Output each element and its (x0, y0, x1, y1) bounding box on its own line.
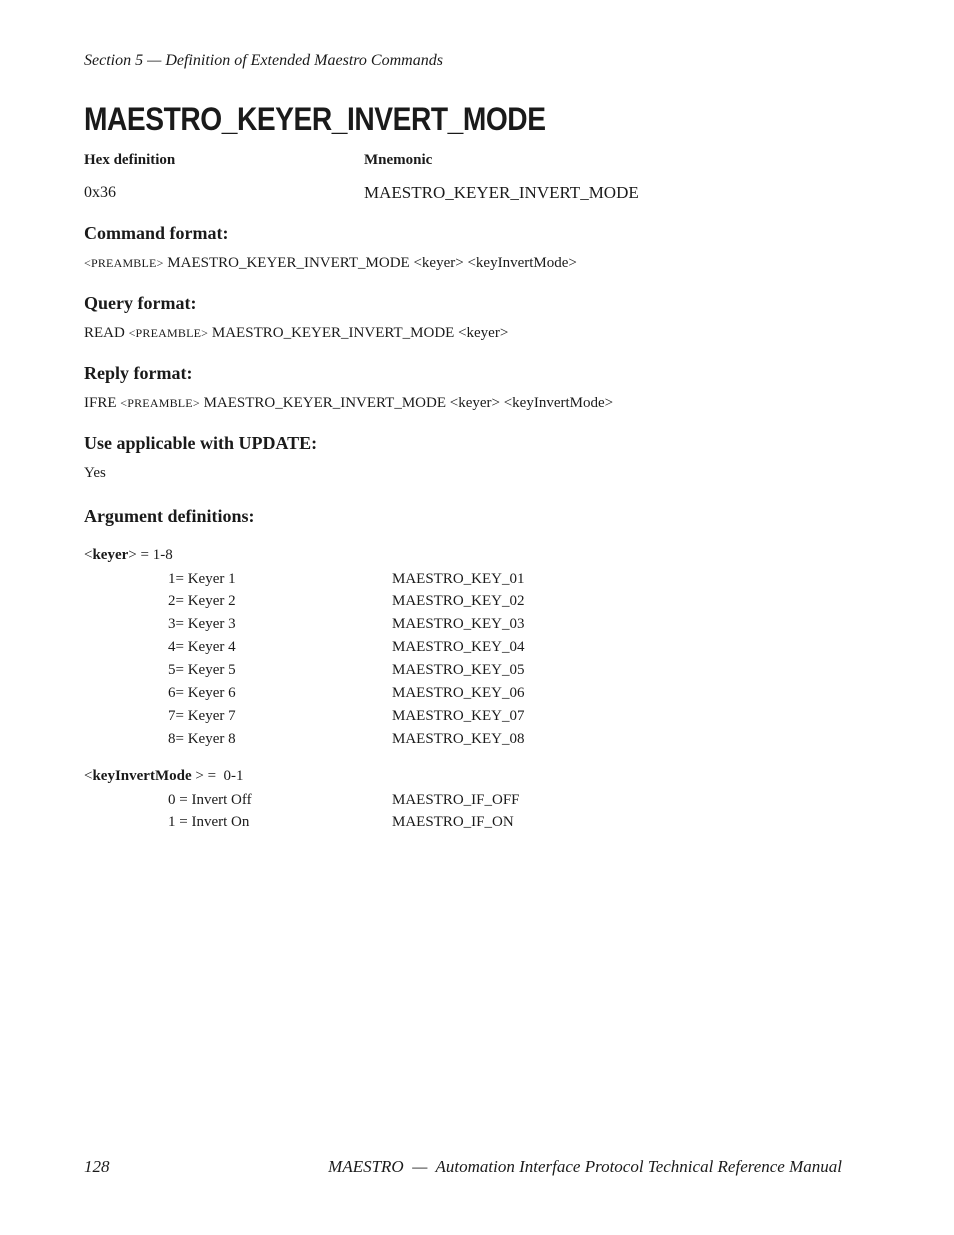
keyer-item-value: MAESTRO_KEY_01 (392, 571, 525, 587)
preamble-token: <PREAMBLE> (120, 396, 200, 410)
query-format-line (84, 325, 508, 342)
page-title: MAESTRO_KEYER_INVERT_MODE (84, 101, 546, 137)
query-prefix: READ (84, 325, 129, 341)
keyer-item-value: MAESTRO_KEY_07 (392, 708, 525, 724)
query-format-text: MAESTRO_KEYER_INVERT_MODE <keyer> (208, 325, 509, 341)
keyer-item-label: 2= Keyer 2 (168, 593, 236, 609)
hex-definition-label: Hex definition (84, 152, 176, 168)
angle-open: < (84, 768, 93, 784)
query-format-heading: Query format: (84, 293, 197, 313)
reply-prefix: IFRE (84, 395, 121, 411)
keyer-item-value: MAESTRO_KEY_04 (392, 639, 525, 655)
key-invert-mode-argument-range: > = 0-1 (191, 768, 244, 784)
hex-value: 0x36 (84, 184, 116, 201)
keyer-item-label: 7= Keyer 7 (168, 708, 236, 724)
invert-mode-item-label: 0 = Invert Off (168, 792, 252, 808)
mnemonic-value: MAESTRO_KEYER_INVERT_MODE (364, 183, 639, 202)
keyer-item-label: 4= Keyer 4 (168, 639, 236, 655)
key-invert-mode-argument-name: keyInvertMode (92, 768, 192, 784)
key-invert-mode-argument-header (84, 768, 244, 785)
reply-format-heading: Reply format: (84, 363, 193, 383)
keyer-item-label: 5= Keyer 5 (168, 662, 236, 678)
command-format-text: MAESTRO_KEYER_INVERT_MODE <keyer> <keyInvertMode> (163, 255, 577, 271)
invert-mode-item-label: 1 = Invert On (168, 814, 250, 830)
update-value: Yes (84, 465, 106, 481)
keyer-item-value: MAESTRO_KEY_05 (392, 662, 525, 678)
keyer-item-label: 8= Keyer 8 (168, 731, 236, 747)
argument-definitions-heading: Argument definitions: (84, 506, 255, 526)
angle-open: < (84, 547, 93, 563)
keyer-item-label: 6= Keyer 6 (168, 685, 236, 701)
reply-format-text: MAESTRO_KEYER_INVERT_MODE <keyer> <keyInvertMode> (199, 395, 614, 411)
keyer-item-label: 3= Keyer 3 (168, 616, 236, 632)
preamble-token: <PREAMBLE> (84, 256, 164, 270)
running-header: Section 5 — Definition of Extended Maestro Commands (84, 52, 443, 69)
command-format-heading: Command format: (84, 223, 229, 243)
keyer-argument-name: keyer (92, 547, 129, 563)
manual-title-footer: MAESTRO — Automation Interface Protocol Technical Reference Manual (328, 1157, 842, 1176)
mnemonic-label: Mnemonic (364, 152, 433, 168)
keyer-item-value: MAESTRO_KEY_06 (392, 685, 525, 701)
keyer-item-value: MAESTRO_KEY_02 (392, 593, 525, 609)
keyer-item-value: MAESTRO_KEY_08 (392, 731, 525, 747)
keyer-argument-range: > = 1-8 (128, 547, 173, 563)
update-heading: Use applicable with UPDATE: (84, 433, 318, 453)
keyer-item-label: 1= Keyer 1 (168, 571, 236, 587)
command-format-line (84, 255, 577, 272)
keyer-argument-header (84, 547, 173, 564)
preamble-token: <PREAMBLE> (128, 326, 209, 340)
reply-format-line (84, 395, 613, 412)
invert-mode-item-value: MAESTRO_IF_ON (392, 814, 514, 830)
keyer-item-value: MAESTRO_KEY_03 (392, 616, 525, 632)
invert-mode-item-value: MAESTRO_IF_OFF (392, 792, 520, 808)
page-number: 128 (84, 1157, 110, 1176)
